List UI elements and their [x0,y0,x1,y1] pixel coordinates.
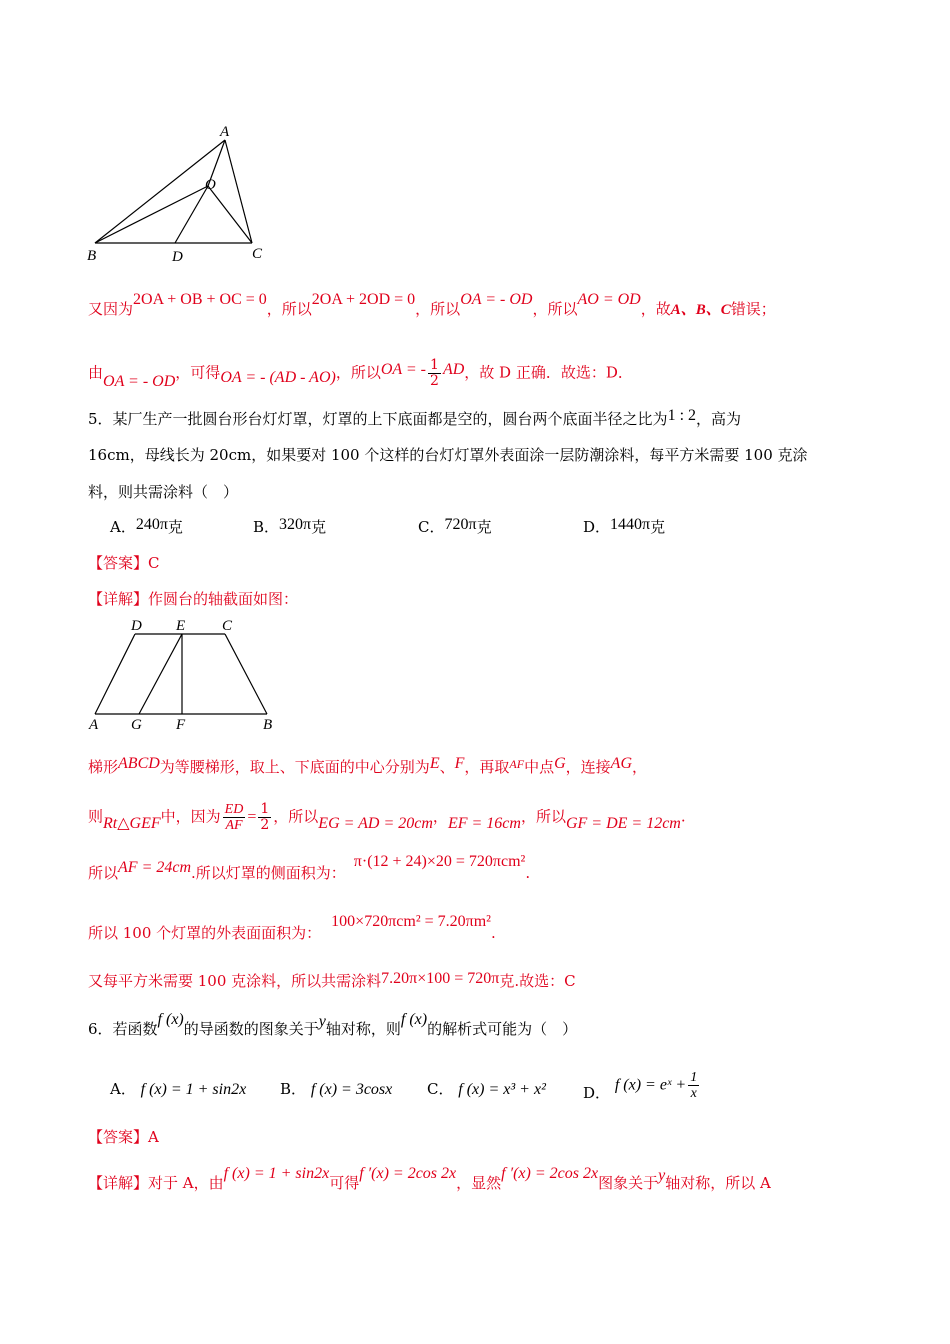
sol5-line-3 [88,853,531,885]
text: 的导函数的图象关于 [183,1020,319,1038]
math: Rt△GEF [103,814,161,832]
q5-option-d[interactable] [583,516,665,539]
label-g: G [131,717,142,733]
text: . [525,864,531,882]
math: E [429,755,440,772]
option-unit: 克 [650,518,666,536]
text: 又每平方米需要 100 克涂料，所以共需涂料 [88,972,382,990]
text: ，所以 [532,300,578,318]
option-label: B． [280,1080,307,1098]
text: 所以 100 个灯罩的外表面面积为： [88,924,322,942]
text: 错误； [730,300,776,318]
option-label: B． [253,518,280,536]
sol5-line-5 [88,970,576,993]
seg-bc [225,634,267,714]
text: 克.故选：C [499,972,576,990]
numerator: ED [224,802,244,817]
trapezoid-figure [85,612,285,737]
math: AG [610,755,632,772]
seg-oc [208,186,252,243]
text: 中点 [524,758,555,776]
text: ，所以 [520,807,566,826]
solution-line-1 [88,291,776,321]
text: ，高为 [696,410,742,428]
text: 5．某厂生产一批圆台形台灯灯罩，灯罩的上下底面都是空的，圆台两个底面半径之比为 [88,410,668,428]
text: 为等腰梯形，取上、下底面的中心分别为 [159,758,430,776]
text: ，显然 [456,1174,502,1192]
sol5-line-2 [88,802,686,833]
numerator: 1 [690,1070,698,1085]
text: ，所以 [273,807,319,826]
option-value: f (x) = 1 + sin2x [140,1081,247,1098]
sol5-line-1 [88,756,647,779]
math: EF = 16cm [447,814,521,832]
triangle-figure [80,118,280,268]
text: 、 [439,758,455,776]
text: 梯形 [88,758,119,776]
math: F [454,755,465,772]
seg-ad [95,634,135,714]
math: EG = AD = 20cm [318,814,433,832]
option-label: C． [427,1080,454,1098]
text: 中，因为 [160,807,221,826]
label-b: B [263,717,273,733]
text: 轴对称，则 [325,1020,401,1038]
label-d: D [131,618,142,634]
q5-line-1 [88,408,741,431]
math: 7.20π×100 = 720π [381,970,500,987]
option-unit: 克 [311,518,327,536]
text: ，所以 [266,300,312,318]
text: . [680,807,686,826]
label-c: C [252,246,263,262]
text: 的解析式可能为（ ） [427,1020,578,1038]
sol5-line-4 [88,913,496,945]
math: ABCD [118,755,160,772]
math: OA = - OD [460,291,533,308]
text: .所以灯罩的侧面积为： [191,864,346,882]
math: AD [442,360,465,378]
text: ，所以 [415,300,461,318]
q5-option-b[interactable] [253,516,326,539]
option-value: f (x) = x³ + x² [458,1081,546,1098]
math: f ′(x) = 2cos 2x [501,1165,599,1182]
fraction-one-over-x [688,1070,699,1101]
text: 所以 [88,864,119,882]
fraction-ed-af [223,802,246,833]
math: GF = DE = 12cm [565,814,681,832]
math: 2OA + OB + OC = 0 [133,291,267,308]
label-f: F [176,717,186,733]
text: ，再取 [464,758,510,776]
q6-detail [88,1165,771,1195]
option-label: A． [110,1080,136,1098]
text: ，连接 [565,758,611,776]
math: AF = 24cm [118,859,192,876]
text: ，所以 [335,363,381,382]
option-value: f (x) = 3cosx [310,1081,393,1098]
numerator: 1 [260,801,270,817]
math: = [247,808,257,826]
math: f (x) = 1 + sin2x [223,1165,330,1182]
text: ， [432,807,448,826]
math: f ′(x) = 2cos 2x [359,1165,457,1182]
math: f (x) [157,1011,184,1028]
option-value: 720π [444,516,477,533]
solution-line-2 [88,358,633,389]
math: f (x) [400,1011,428,1028]
math: A、B、C [670,302,731,318]
q6-option-b[interactable] [280,1078,392,1101]
q6-answer: 【答案】A [88,1128,159,1146]
math: G [554,755,566,772]
math: 2OA + 2OD = 0 [311,291,416,308]
option-label: C． [418,518,445,536]
text: 则 [88,807,104,826]
option-label: D． [583,518,611,536]
q5-line-3: 料，则共需涂料（ ） [88,483,239,501]
math: 1 : 2 [667,407,697,424]
text: ，故 [640,300,671,318]
option-unit: 克 [167,518,183,536]
option-value: f (x) = eˣ + [614,1076,687,1094]
q6-option-c[interactable] [427,1078,546,1101]
text: ，故 D 正确．故选：D． [464,363,633,382]
math: OA = - (AD - AO) [220,368,336,386]
seg-ac [225,140,252,243]
option-value: 1440π [610,516,651,533]
label-b: B [87,248,97,264]
denominator: 2 [260,817,270,833]
text: 【详解】对于 A，由 [88,1174,224,1192]
q5-answer: 【答案】C [88,554,160,572]
seg-ge [139,634,182,714]
q6-option-a[interactable] [110,1078,246,1101]
option-value: 240π [135,516,168,533]
text: 图象关于 [598,1174,659,1192]
math: AF [509,757,525,771]
denominator: AF [225,818,243,833]
label-o: O [205,177,216,193]
text: . [490,924,496,942]
q5-detail: 【详解】作圆台的轴截面如图： [88,590,299,608]
label-c: C [222,618,233,634]
label-d: D [172,249,183,265]
math: AO = OD [577,291,641,308]
text: ，可得 [175,363,221,382]
math: 100×720πcm² = 7.20πm² [331,913,491,930]
text: 又因为 [88,300,134,318]
label-a: A [89,717,99,733]
option-value: 320π [279,516,312,533]
q5-option-a[interactable] [110,516,183,539]
label-e: E [176,618,186,634]
fraction-half [258,802,271,833]
math: OA = - OD [103,372,176,390]
q6-option-d[interactable] [583,1070,701,1101]
text: 6．若函数 [88,1020,158,1038]
denominator: x [690,1086,697,1101]
denominator: 2 [430,373,439,389]
text: ， [632,758,648,776]
q5-option-c[interactable] [418,516,492,539]
q6-line-1 [88,1011,578,1041]
q5-line-2: 16cm，母线长为 20cm，如果要对 100 个这样的台灯灯罩外表面涂一层防潮涂料，每平方米需要 100 克涂 [88,446,808,464]
numerator: 1 [430,357,439,373]
label-a: A [220,124,230,140]
option-unit: 克 [476,518,492,536]
math: π·(12 + 24)×20 = 720πcm² [353,853,526,870]
fraction-half [428,358,441,389]
option-label: D． [583,1083,611,1102]
text: 可得 [329,1174,360,1192]
text: 轴对称，所以 A [665,1174,771,1192]
option-label: A． [110,518,136,536]
math: y [658,1167,666,1184]
text: 由 [88,363,104,382]
math: y [318,1013,326,1030]
math: OA = - [380,360,427,378]
